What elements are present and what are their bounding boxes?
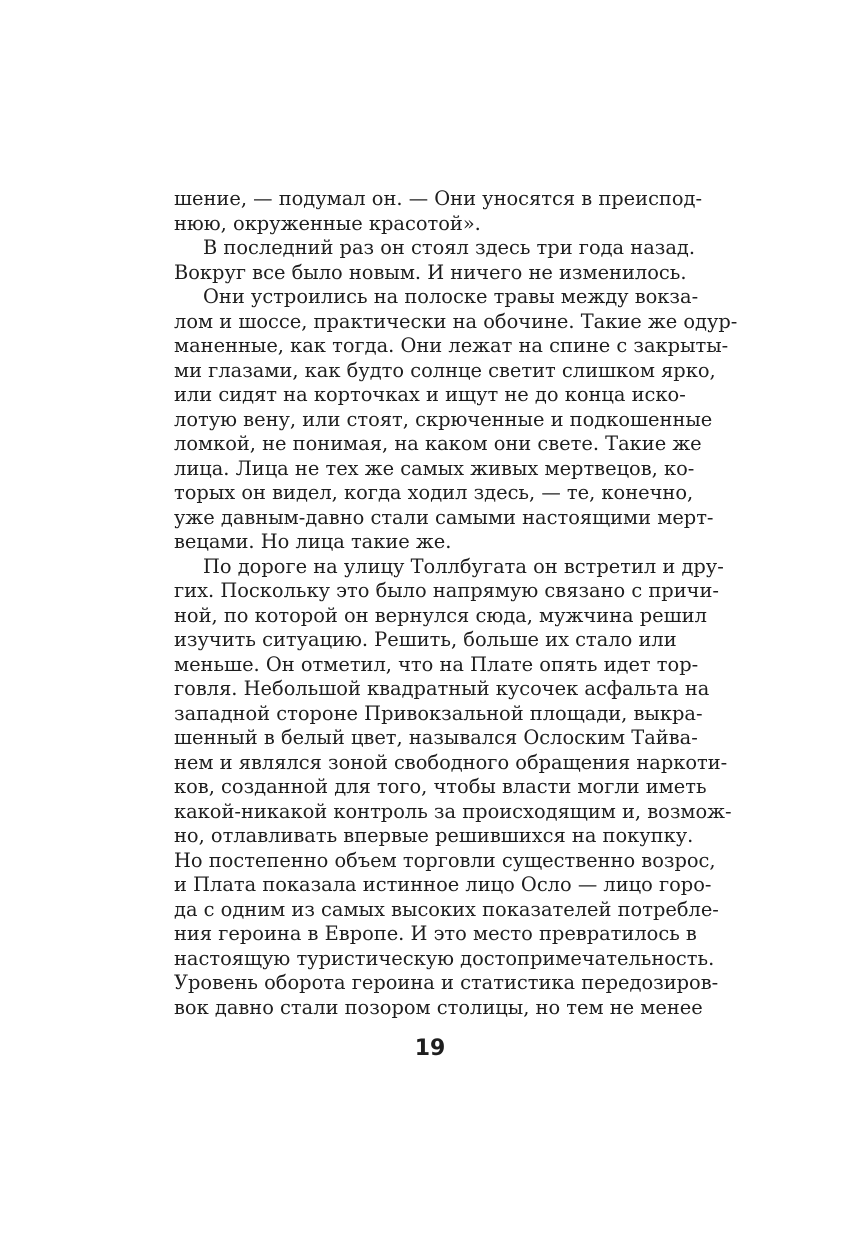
- text-line: или сидят на корточках и ищут не до конца иско-: [174, 383, 686, 406]
- text-line: Вокруг все было новым. И ничего не изменилось.: [174, 260, 687, 284]
- text-line: нюю, окруженные красотой».: [174, 211, 481, 235]
- text-line: торых он видел, когда ходил здесь, — те, конечно,: [174, 481, 694, 504]
- paragraph-1: [174, 187, 703, 236]
- text-line: По дороге на улицу Толлбугата он встретил и дру-: [203, 554, 724, 578]
- text-line: Но постепенно объем торговли существенно возрос,: [174, 848, 716, 872]
- text-line: ми глазами, как будто солнце светит слишком ярко,: [174, 358, 716, 382]
- text-line: лица. Лица не тех же самых живых мертвецов, ко-: [174, 456, 695, 480]
- text-line: ной, по которой он вернулся сюда, мужчина решил: [174, 603, 707, 627]
- text-line: ломкой, не понимая, на каком они свете. Такие же: [174, 432, 702, 455]
- text-line: и Плата показала истинное лицо Осло — лицо горо-: [174, 873, 712, 896]
- text-line: но, отлавливать впервые решившихся на покупку.: [174, 824, 694, 847]
- paragraph-4: [174, 554, 732, 1021]
- text-line: вок давно стали позором столицы, но тем не менее: [174, 995, 703, 1019]
- paragraph-2: [174, 236, 696, 285]
- paragraph-3: [174, 285, 738, 555]
- text-line: говля. Небольшой квадратный кусочек асфальта на: [174, 677, 710, 700]
- text-line: какой-никакой контроль за происходящим и, возмож-: [174, 799, 732, 823]
- text-line: настоящую туристическую достопримечательность.: [174, 946, 715, 970]
- text-line: нем и являлся зоной свободного обращения наркоти-: [174, 750, 728, 774]
- text-line: шенный в белый цвет, назывался Ослоским Тайва-: [174, 726, 698, 749]
- text-line: да с одним из самых высоких показателей потребле-: [174, 897, 719, 921]
- text-line: изучить ситуацию. Решить, больше их стало или: [174, 628, 677, 651]
- text-line: лотую вену, или стоят, скрюченные и подкошенные: [174, 407, 713, 431]
- text-line: маненные, как тогда. Они лежат на спине с закрыты-: [174, 334, 729, 357]
- text-line: ков, созданной для того, чтобы власти могли иметь: [174, 775, 707, 798]
- page-number: 19: [414, 1036, 446, 1061]
- text-line: меньше. Он отметил, что на Плате опять идет тор-: [174, 652, 699, 676]
- text-line: западной стороне Привокзальной площади, выкра-: [174, 701, 703, 725]
- text-line: шение, — подумал он. — Они уносятся в преиспод-: [174, 187, 703, 210]
- text-line: Уровень оборота героина и статистика передозиров-: [174, 971, 719, 994]
- text-line: лом и шоссе, практически на обочине. Такие же одур-: [174, 309, 738, 333]
- text-line: уже давным-давно стали самыми настоящими мерт-: [174, 505, 714, 529]
- page-body-text: [174, 187, 738, 1020]
- text-line: вецами. Но лица такие же.: [174, 530, 452, 553]
- text-line: Они устроились на полоске травы между вокза-: [203, 285, 699, 308]
- text-line: В последний раз он стоял здесь три года назад.: [203, 236, 696, 259]
- text-line: гих. Поскольку это было напрямую связано с причи-: [174, 579, 719, 602]
- text-line: ния героина в Европе. И это место превратилось в: [174, 922, 697, 945]
